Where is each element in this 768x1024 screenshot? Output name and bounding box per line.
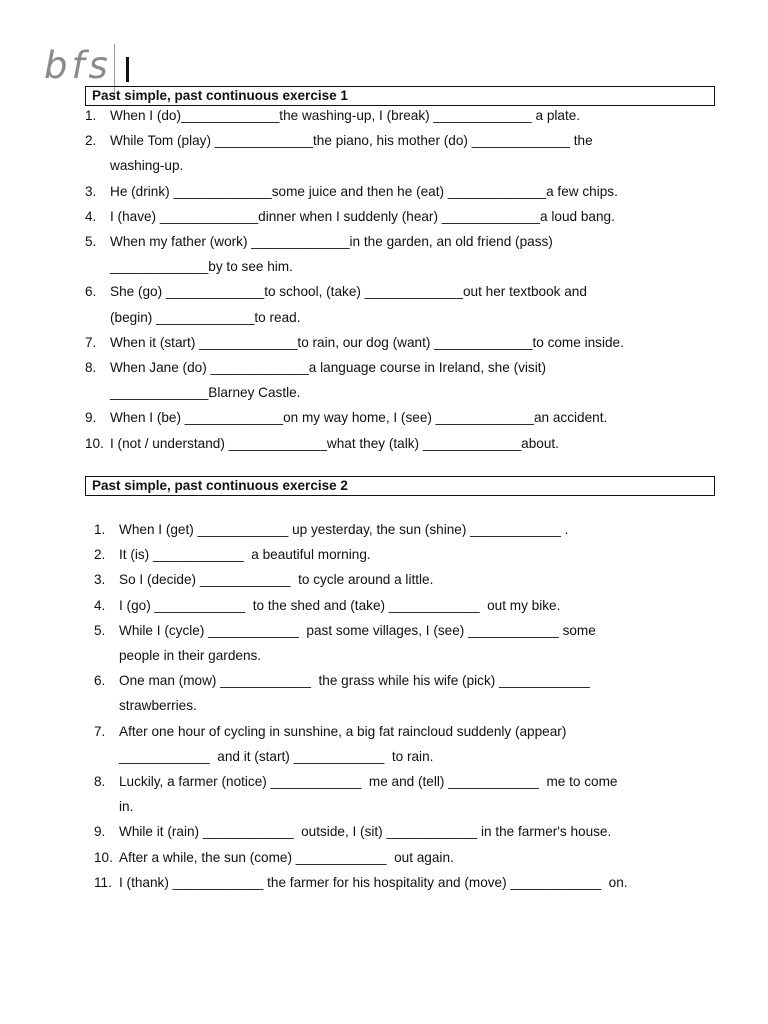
item-text-line: When I (get) ____________ up yesterday, the sun (shine) ____________ . (119, 522, 569, 537)
item-text-line: While I (cycle) ____________ past some villages, I (see) ____________ some (119, 622, 596, 638)
item-text-line: I (thank) ____________ the farmer for his hospitality and (move) ____________ on. (119, 874, 628, 890)
text-cursor-icon (126, 57, 129, 82)
item-text (110, 431, 705, 456)
item-text-line: _____________by to see him. (110, 259, 293, 275)
item-text (110, 204, 705, 229)
item-text (119, 618, 706, 668)
item-text-line: Luckily, a farmer (notice) ____________ me and (tell) ____________ me to come (119, 774, 618, 790)
exercise-2-list (94, 517, 706, 895)
item-text-line: When my father (work) _____________in the garden, an old friend (pass) (110, 234, 553, 250)
item-text-line: When I (be) _____________on my way home, I (see) _____________an accident. (110, 410, 608, 426)
item-text-line: When Jane (do) _____________a language course in Ireland, she (visit) (110, 360, 547, 376)
exercise-2-item (94, 870, 706, 895)
item-number: 2. (85, 133, 97, 149)
exercise-2-item (94, 819, 706, 844)
exercise-2-item (94, 567, 706, 592)
item-text (119, 769, 706, 819)
item-text-line: washing-up. (110, 158, 184, 174)
exercise-1-item (85, 330, 705, 355)
exercise-1-item (85, 355, 705, 405)
item-text-line: I (not / understand) _____________what they (talk) _____________about. (110, 435, 559, 451)
exercise-1-item (85, 279, 705, 329)
item-number: 8. (85, 360, 97, 376)
exercise-1-item (85, 229, 705, 279)
item-text (110, 103, 705, 128)
item-text-line: While it (rain) ____________ outside, I (sit) ____________ in the farmer's house. (119, 824, 612, 840)
item-number: 2. (94, 547, 106, 563)
item-number: 4. (94, 597, 106, 613)
exercise-2-item (94, 593, 706, 618)
exercise-1-item (85, 405, 705, 430)
item-text (119, 517, 706, 542)
item-text (119, 593, 706, 618)
exercise-1-item (85, 204, 705, 229)
item-text-line: It (is) ____________ a beautiful morning. (119, 547, 371, 563)
item-text (110, 405, 705, 430)
item-text (110, 179, 705, 204)
exercise-2-item (94, 618, 706, 668)
item-number: 9. (85, 410, 97, 426)
item-number: 10. (94, 849, 113, 865)
item-number: 7. (94, 723, 106, 739)
item-text-line: in. (119, 799, 134, 815)
item-text (110, 279, 705, 329)
item-text (110, 355, 705, 405)
item-text-line: So I (decide) ____________ to cycle around a little. (119, 572, 434, 588)
exercise-1-list (85, 103, 705, 456)
item-text (119, 719, 706, 769)
item-number: 5. (85, 234, 97, 250)
item-text-line: strawberries. (119, 698, 197, 714)
item-text (110, 128, 705, 178)
item-text-line: When I (do)_____________the washing-up, I (break) _____________ a plate. (110, 108, 581, 123)
item-number: 5. (94, 622, 106, 638)
item-text (119, 567, 706, 592)
item-text-line: (begin) _____________to read. (110, 309, 301, 325)
exercise-1-item (85, 103, 705, 128)
item-number: 9. (94, 824, 106, 840)
item-text-line: I (go) ____________ to the shed and (take) ____________ out my bike. (119, 597, 561, 613)
exercise-1-item (85, 179, 705, 204)
item-text (110, 330, 705, 355)
item-text-line: He (drink) _____________some juice and then he (eat) _____________a few chips. (110, 183, 618, 199)
exercise-2-item (94, 769, 706, 819)
item-text (119, 668, 706, 718)
exercise-1-item (85, 431, 705, 456)
item-text (119, 845, 706, 870)
exercise-1-item (85, 128, 705, 178)
item-text-line: She (go) _____________to school, (take) _____________out her textbook and (110, 284, 587, 300)
item-text-line: ____________ and it (start) ____________ to rain. (119, 748, 434, 764)
item-text-line: After a while, the sun (come) ____________ out again. (119, 849, 454, 865)
item-text (110, 229, 705, 279)
bfs-logo (44, 42, 129, 86)
exercise-2-item (94, 668, 706, 718)
exercise-2-item (94, 845, 706, 870)
item-number: 10. (85, 435, 104, 451)
item-number: 6. (94, 673, 106, 689)
item-text (119, 542, 706, 567)
item-text-line: people in their gardens. (119, 648, 262, 664)
item-number: 11. (94, 874, 112, 890)
item-text-line: After one hour of cycling in sunshine, a big fat raincloud suddenly (appear) (119, 723, 567, 739)
item-number: 4. (85, 208, 97, 224)
item-text-line: When it (start) _____________to rain, our dog (want) _____________to come inside. (110, 334, 624, 350)
item-text-line: I (have) _____________dinner when I suddenly (hear) _____________a loud bang. (110, 208, 615, 224)
exercise-2-item (94, 517, 706, 542)
item-number: 3. (94, 572, 106, 588)
item-text-line: While Tom (play) _____________the piano, his mother (do) _____________ the (110, 133, 593, 149)
item-number: 7. (85, 334, 97, 350)
item-text-line: One man (mow) ____________ the grass while his wife (pick) ____________ (119, 673, 590, 689)
item-text (119, 819, 706, 844)
item-number: 3. (85, 183, 97, 199)
exercise-2-item (94, 542, 706, 567)
item-number: 1. (94, 522, 106, 537)
item-text-line: _____________Blarney Castle. (110, 385, 301, 401)
item-number: 8. (94, 774, 106, 790)
logo-text: bfs (44, 44, 112, 87)
item-text (119, 870, 706, 895)
item-number: 6. (85, 284, 97, 300)
item-number: 1. (85, 108, 97, 123)
exercise-2-item (94, 719, 706, 769)
exercise-2-title: Past simple, past continuous exercise 2 (85, 476, 715, 496)
exercise-1-title: Past simple, past continuous exercise 1 (85, 86, 715, 106)
